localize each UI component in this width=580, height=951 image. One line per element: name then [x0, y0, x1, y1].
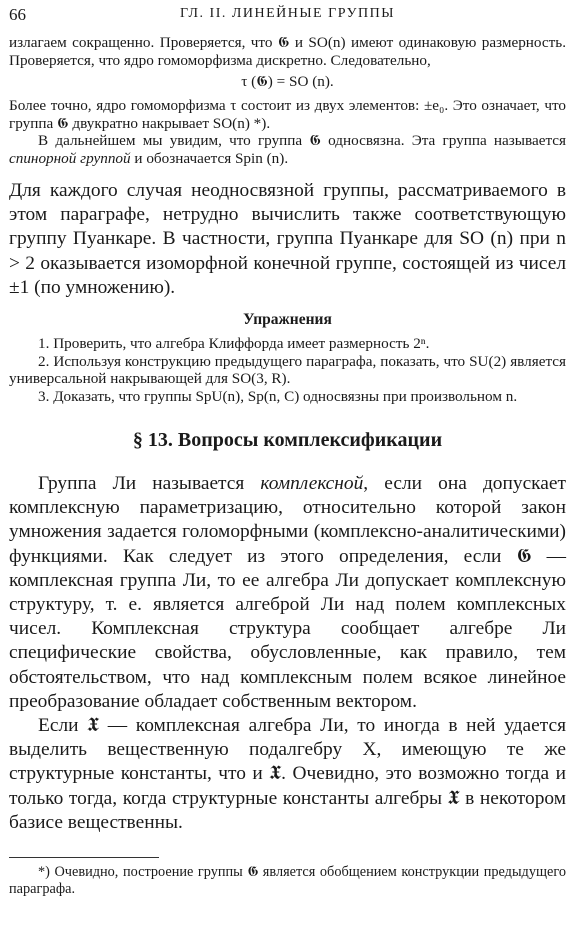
section-heading: § 13. Вопросы комплексификации [132, 429, 443, 452]
formula-tau: τ (𝕲) = SO (n). [241, 73, 334, 90]
complex-text-start: Группа Ли называется [38, 473, 261, 495]
footnote: *) Очевидно, построение группы 𝕲 является обобщением конструкции предыдущего параграфа. [9, 864, 566, 898]
poincare-paragraph: Для каждого случая неодносвязной группы, рассматриваемого в этом параграфе, нетрудно вычислить также соответствующую группу Пуанкаре. В частности, группа Пуанкаре для SO (n) при n > 2 оказывается изоморфной конечной группе, состоящей из чисел ±1 (по умножению). [9, 180, 566, 298]
spinor-text-start: В дальнейшем мы увидим, что группа 𝕲 односвязна. Эта группа называется [38, 132, 566, 149]
intro-paragraph: излагаем сокращенно. Проверяется, что 𝕲 и SO(n) имеют одинаковую размерность. Проверяется, что ядро гомоморфизма дискретно. Следовательно, [9, 34, 566, 69]
page-header [9, 0, 566, 34]
footnote-divider [9, 857, 159, 858]
running-head: ГЛ. II. ЛИНЕЙНЫЕ ГРУППЫ [180, 6, 395, 21]
complex-group-paragraph [9, 472, 566, 714]
spinor-paragraph [9, 132, 566, 167]
page-number: 66 [9, 5, 26, 24]
exercises-heading: Упражнения [243, 311, 332, 329]
exercise-item-1: 1. Проверить, что алгебра Клиффорда имеет размерность 2ⁿ. [38, 335, 430, 353]
spinor-term: спинорной группой [9, 149, 131, 167]
exercise-item-2: 2. Используя конструкцию предыдущего параграфа, показать, что SU(2) является универсальной накрывающей для SO(3, R). [9, 352, 566, 388]
kernel-paragraph: Более точно, ядро гомоморфизма τ состоит из двух элементов: ±e₀. Это означает, что группа 𝕲 двукратно накрывает SO(n) *). [9, 97, 566, 132]
real-subalgebra-paragraph: Если 𝖃 — комплексная алгебра Ли, то иногда в ней удается выделить вещественную подалгебру X, имеющую те же структурные константы, что и 𝖃. Очевидно, это возможно тогда и только тогда, когда структурные константы алгебры 𝖃 в некотором базисе вещественны. [9, 715, 566, 833]
complex-text-end: , если она допускает комплексную параметризацию, относительно которой закон умножения задается голоморфными (комплексно-аналитическими) функциями. Как следует из этого определения, если 𝕲 — комплексная группа Ли, то ее алгебра Ли допускает комплексную структуру, т. е. является алгеброй Ли над полем комплексных чисел. Комплексная структура сообщает алгебре Ли специфические свойства, обусловленные, как правило, тем обстоятельством, что над комплексным полем всякое линейное преобразование обладает собственным вектором. [9, 473, 566, 712]
spinor-text-end: и обозначается Spin (n). [130, 149, 289, 167]
exercise-item-3: 3. Доказать, что группы SpU(n), Sp(n, C) односвязны при произвольном n. [38, 387, 518, 405]
complex-term: комплексной [260, 473, 364, 495]
